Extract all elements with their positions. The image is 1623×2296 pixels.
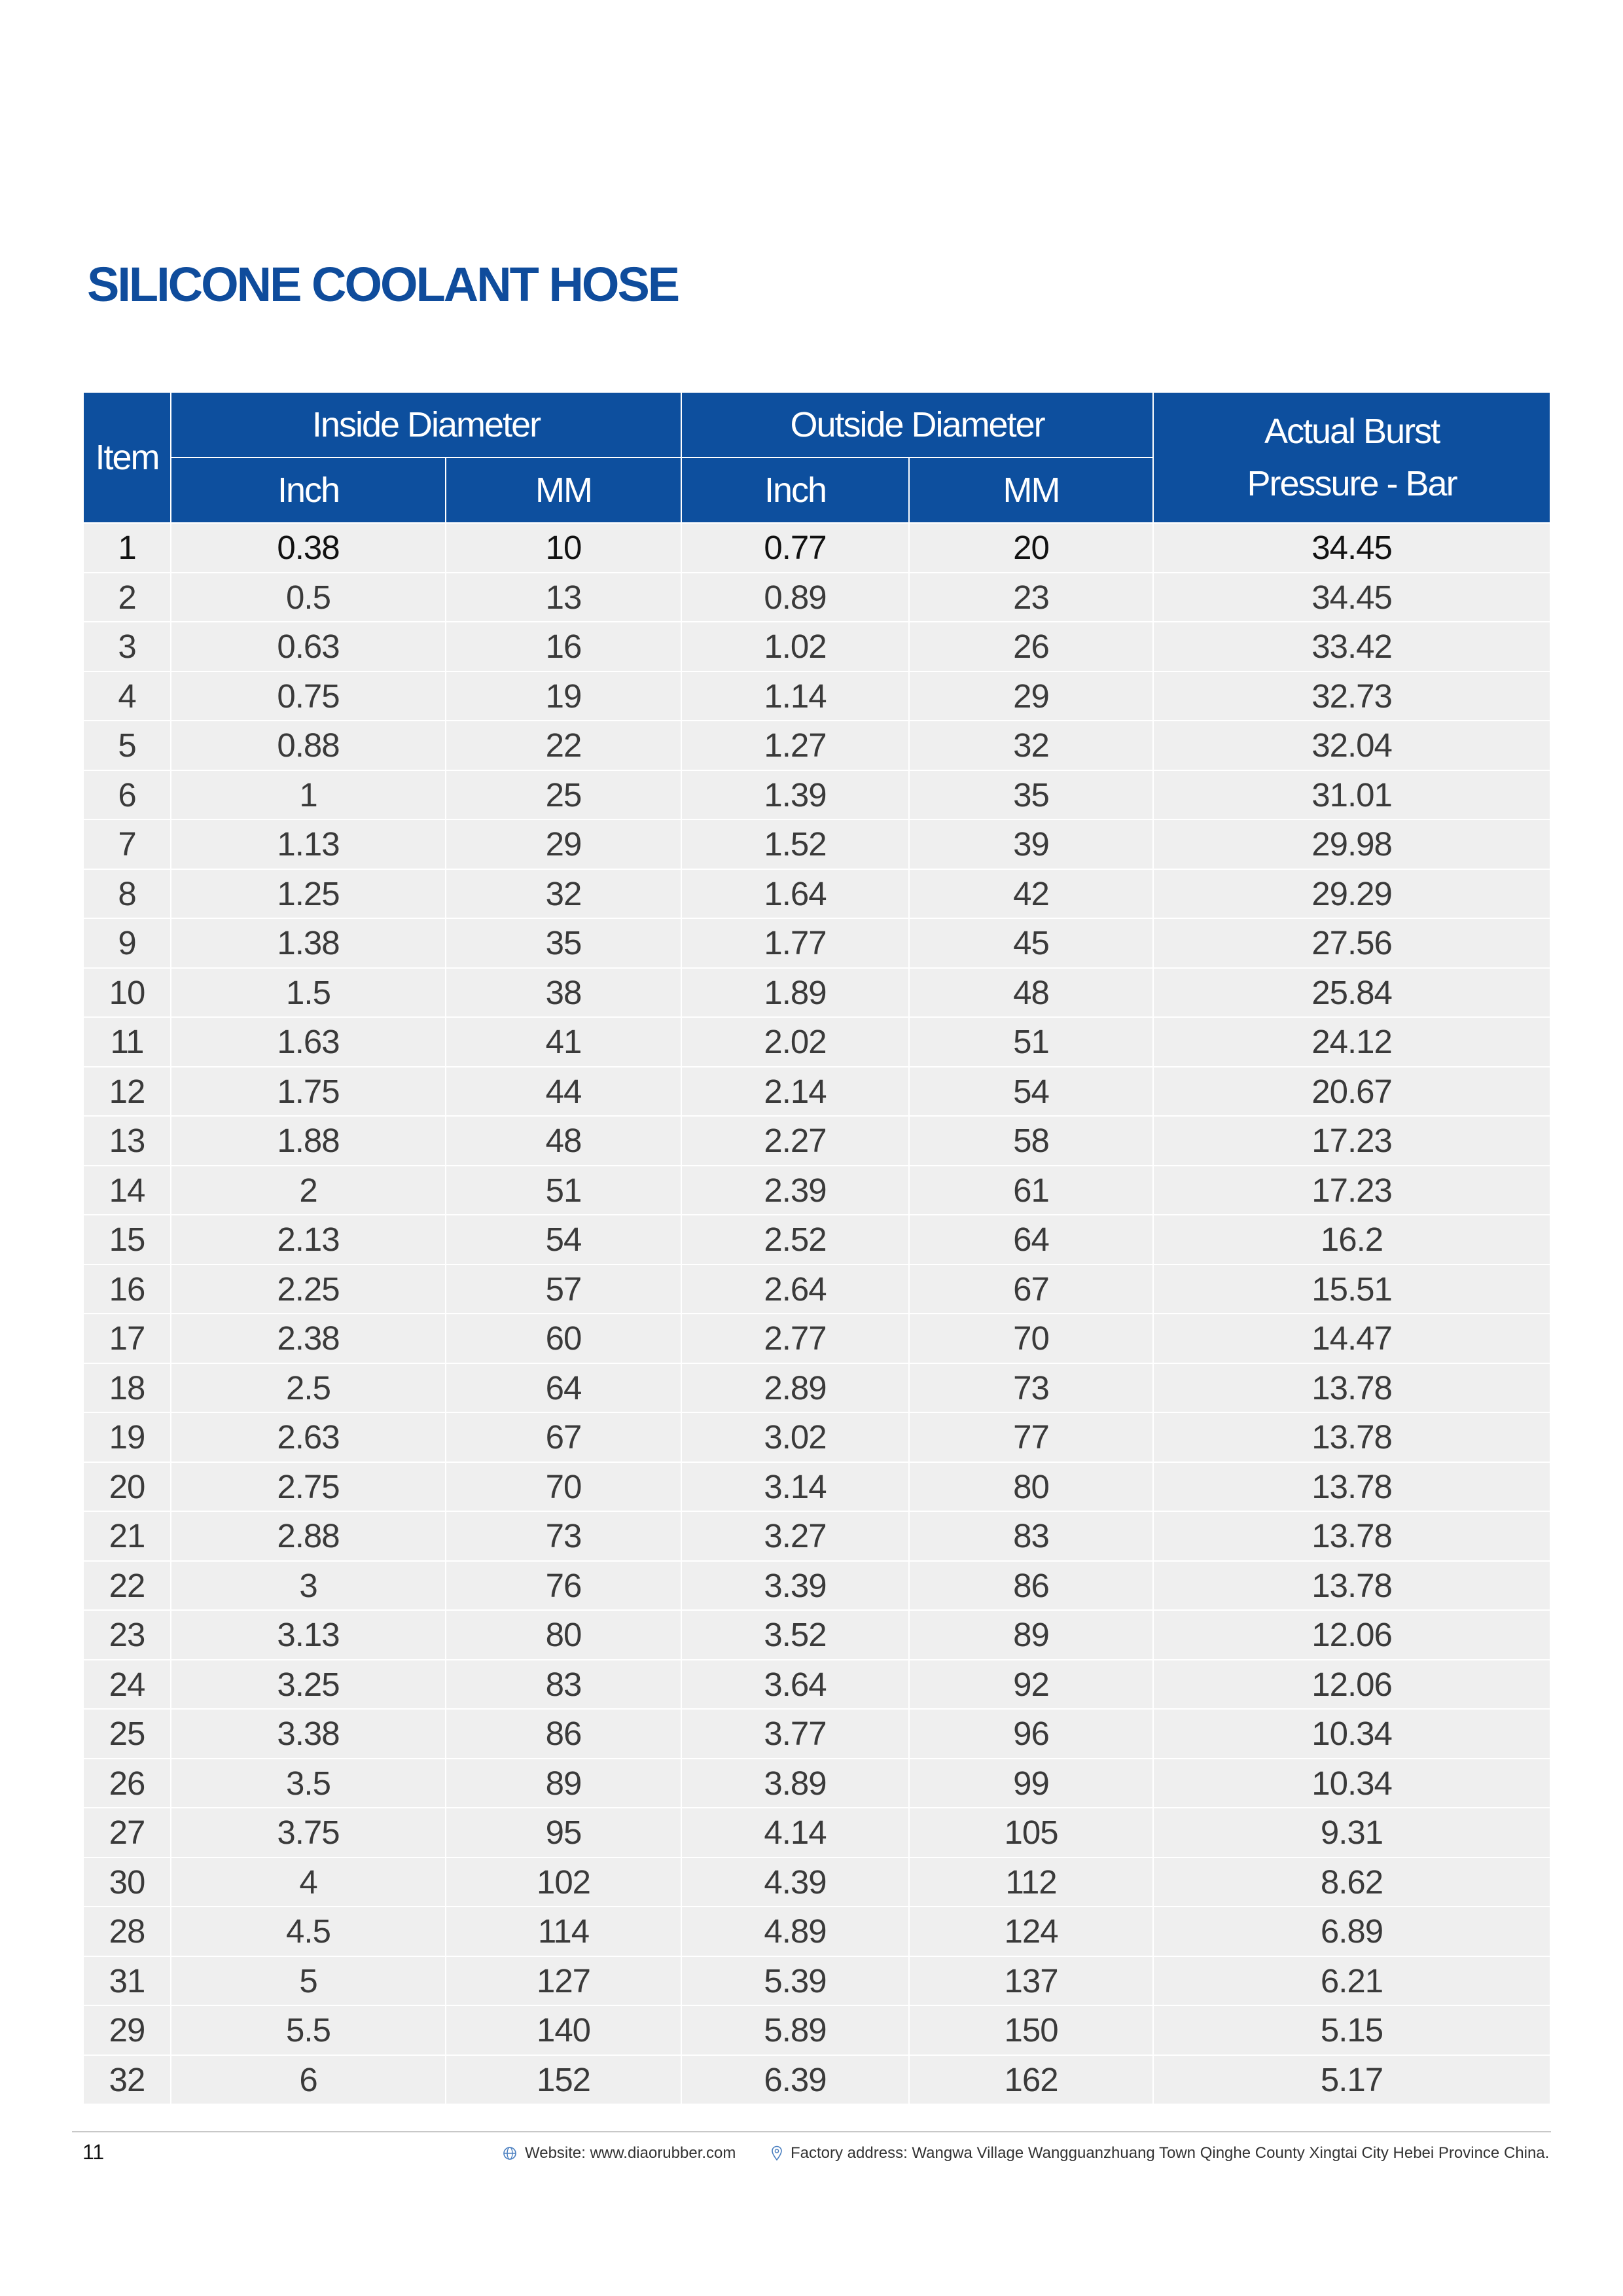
table-row <box>84 819 1550 869</box>
cell-outside-inch: 1.02 <box>681 622 909 672</box>
cell-inside-inch: 2.13 <box>171 1215 446 1265</box>
cell-item: 21 <box>84 1511 171 1561</box>
cell-burst-pressure: 12.06 <box>1153 1660 1550 1710</box>
cell-outside-inch: 4.14 <box>681 1808 909 1857</box>
cell-item: 32 <box>84 2055 171 2105</box>
cell-inside-inch: 1.5 <box>171 968 446 1018</box>
cell-item: 10 <box>84 968 171 1018</box>
cell-inside-inch: 2.88 <box>171 1511 446 1561</box>
cell-item: 7 <box>84 819 171 869</box>
table-row <box>84 721 1550 770</box>
cell-outside-mm: 105 <box>909 1808 1153 1857</box>
cell-burst-pressure: 6.21 <box>1153 1956 1550 2006</box>
cell-outside-inch: 1.52 <box>681 819 909 869</box>
cell-item: 2 <box>84 573 171 622</box>
table-row <box>84 1956 1550 2006</box>
cell-inside-mm: 48 <box>446 1116 681 1166</box>
header-burst-line2: Pressure - Bar <box>1247 464 1457 503</box>
cell-inside-mm: 127 <box>446 1956 681 2006</box>
table-row <box>84 1610 1550 1660</box>
header-burst-line1: Actual Burst <box>1264 412 1440 451</box>
table-row <box>84 1907 1550 1956</box>
header-inside-diameter: Inside Diameter <box>171 393 681 457</box>
header-item: Item <box>84 393 171 523</box>
cell-outside-inch: 1.39 <box>681 770 909 820</box>
cell-item: 27 <box>84 1808 171 1857</box>
cell-outside-inch: 2.64 <box>681 1265 909 1314</box>
cell-burst-pressure: 5.17 <box>1153 2055 1550 2105</box>
cell-inside-mm: 29 <box>446 819 681 869</box>
cell-outside-inch: 1.89 <box>681 968 909 1018</box>
cell-outside-inch: 4.89 <box>681 1907 909 1956</box>
cell-outside-mm: 99 <box>909 1759 1153 1808</box>
table-row <box>84 1412 1550 1462</box>
cell-outside-mm: 112 <box>909 1857 1153 1907</box>
cell-outside-inch: 6.39 <box>681 2055 909 2105</box>
table-row <box>84 573 1550 622</box>
cell-outside-inch: 5.39 <box>681 1956 909 2006</box>
cell-item: 4 <box>84 672 171 721</box>
cell-outside-mm: 89 <box>909 1610 1153 1660</box>
cell-outside-mm: 45 <box>909 918 1153 968</box>
table-row <box>84 1759 1550 1808</box>
header-outside-diameter: Outside Diameter <box>681 393 1153 457</box>
cell-outside-inch: 1.14 <box>681 672 909 721</box>
cell-outside-inch: 3.64 <box>681 1660 909 1710</box>
cell-outside-inch: 3.52 <box>681 1610 909 1660</box>
cell-inside-inch: 1.13 <box>171 819 446 869</box>
cell-outside-inch: 2.89 <box>681 1363 909 1413</box>
cell-burst-pressure: 13.78 <box>1153 1412 1550 1462</box>
table-row <box>84 1314 1550 1363</box>
address-text: Factory address: Wangwa Village Wangguanzhuang Town Qinghe County Xingtai City Hebei Province China. <box>791 2144 1550 2162</box>
cell-inside-inch: 5 <box>171 1956 446 2006</box>
cell-burst-pressure: 17.23 <box>1153 1166 1550 1215</box>
cell-inside-mm: 67 <box>446 1412 681 1462</box>
cell-inside-mm: 70 <box>446 1462 681 1512</box>
cell-inside-mm: 51 <box>446 1166 681 1215</box>
cell-outside-mm: 42 <box>909 869 1153 919</box>
cell-outside-inch: 3.02 <box>681 1412 909 1462</box>
table-row <box>84 770 1550 820</box>
cell-outside-mm: 67 <box>909 1265 1153 1314</box>
cell-outside-inch: 2.02 <box>681 1017 909 1067</box>
cell-item: 8 <box>84 869 171 919</box>
cell-burst-pressure: 25.84 <box>1153 968 1550 1018</box>
table-row <box>84 1511 1550 1561</box>
cell-inside-inch: 1.88 <box>171 1116 446 1166</box>
cell-outside-mm: 92 <box>909 1660 1153 1710</box>
header-inside-mm: MM <box>446 457 681 523</box>
cell-inside-mm: 152 <box>446 2055 681 2105</box>
cell-burst-pressure: 31.01 <box>1153 770 1550 820</box>
website-text: Website: www.diaorubber.com <box>525 2144 736 2162</box>
cell-inside-inch: 0.38 <box>171 523 446 573</box>
cell-burst-pressure: 33.42 <box>1153 622 1550 672</box>
cell-burst-pressure: 13.78 <box>1153 1561 1550 1611</box>
cell-outside-inch: 2.27 <box>681 1116 909 1166</box>
cell-item: 12 <box>84 1067 171 1117</box>
cell-outside-mm: 23 <box>909 573 1153 622</box>
header-outside-mm: MM <box>909 457 1153 523</box>
table-row <box>84 1067 1550 1117</box>
cell-outside-inch: 1.27 <box>681 721 909 770</box>
cell-inside-inch: 3.5 <box>171 1759 446 1808</box>
cell-burst-pressure: 32.73 <box>1153 672 1550 721</box>
cell-inside-inch: 4.5 <box>171 1907 446 1956</box>
cell-inside-inch: 2.63 <box>171 1412 446 1462</box>
cell-outside-mm: 70 <box>909 1314 1153 1363</box>
cell-item: 29 <box>84 2005 171 2055</box>
header-inside-inch: Inch <box>171 457 446 523</box>
header-outside-inch: Inch <box>681 457 909 523</box>
cell-item: 3 <box>84 622 171 672</box>
table-row <box>84 2055 1550 2105</box>
table-row <box>84 1660 1550 1710</box>
cell-inside-inch: 1.38 <box>171 918 446 968</box>
cell-burst-pressure: 29.98 <box>1153 819 1550 869</box>
cell-item: 9 <box>84 918 171 968</box>
cell-inside-inch: 6 <box>171 2055 446 2105</box>
cell-outside-mm: 26 <box>909 622 1153 672</box>
cell-item: 19 <box>84 1412 171 1462</box>
cell-item: 17 <box>84 1314 171 1363</box>
cell-inside-mm: 80 <box>446 1610 681 1660</box>
cell-burst-pressure: 17.23 <box>1153 1116 1550 1166</box>
cell-outside-mm: 137 <box>909 1956 1153 2006</box>
cell-burst-pressure: 5.15 <box>1153 2005 1550 2055</box>
cell-inside-mm: 35 <box>446 918 681 968</box>
cell-outside-mm: 20 <box>909 523 1153 573</box>
cell-outside-inch: 3.27 <box>681 1511 909 1561</box>
cell-inside-mm: 86 <box>446 1709 681 1759</box>
cell-burst-pressure: 13.78 <box>1153 1511 1550 1561</box>
page-number: 11 <box>82 2140 105 2164</box>
cell-inside-inch: 4 <box>171 1857 446 1907</box>
cell-outside-inch: 5.89 <box>681 2005 909 2055</box>
cell-inside-mm: 73 <box>446 1511 681 1561</box>
cell-item: 18 <box>84 1363 171 1413</box>
cell-outside-mm: 54 <box>909 1067 1153 1117</box>
cell-item: 16 <box>84 1265 171 1314</box>
cell-outside-mm: 150 <box>909 2005 1153 2055</box>
cell-inside-mm: 64 <box>446 1363 681 1413</box>
cell-outside-mm: 83 <box>909 1511 1153 1561</box>
cell-outside-mm: 51 <box>909 1017 1153 1067</box>
cell-outside-mm: 80 <box>909 1462 1153 1512</box>
footer-website[interactable] <box>503 2144 736 2162</box>
header-burst-pressure <box>1153 393 1550 523</box>
cell-inside-inch: 2.38 <box>171 1314 446 1363</box>
table-row <box>84 918 1550 968</box>
cell-inside-inch: 1.63 <box>171 1017 446 1067</box>
table-row <box>84 2005 1550 2055</box>
cell-outside-inch: 3.89 <box>681 1759 909 1808</box>
cell-outside-inch: 2.39 <box>681 1166 909 1215</box>
cell-outside-mm: 96 <box>909 1709 1153 1759</box>
cell-outside-mm: 124 <box>909 1907 1153 1956</box>
cell-inside-inch: 3.38 <box>171 1709 446 1759</box>
table-row <box>84 1857 1550 1907</box>
cell-inside-mm: 16 <box>446 622 681 672</box>
cell-burst-pressure: 34.45 <box>1153 573 1550 622</box>
cell-burst-pressure: 24.12 <box>1153 1017 1550 1067</box>
cell-inside-mm: 140 <box>446 2005 681 2055</box>
cell-burst-pressure: 10.34 <box>1153 1759 1550 1808</box>
cell-inside-inch: 0.63 <box>171 622 446 672</box>
cell-burst-pressure: 16.2 <box>1153 1215 1550 1265</box>
cell-item: 1 <box>84 523 171 573</box>
table-row <box>84 968 1550 1018</box>
table-row <box>84 1462 1550 1512</box>
cell-inside-mm: 114 <box>446 1907 681 1956</box>
page-title: SILICONE COOLANT HOSE <box>87 257 679 312</box>
cell-outside-inch: 2.52 <box>681 1215 909 1265</box>
cell-item: 28 <box>84 1907 171 1956</box>
cell-item: 15 <box>84 1215 171 1265</box>
cell-outside-inch: 1.77 <box>681 918 909 968</box>
table-row <box>84 869 1550 919</box>
table-row <box>84 1116 1550 1166</box>
cell-inside-mm: 76 <box>446 1561 681 1611</box>
cell-burst-pressure: 14.47 <box>1153 1314 1550 1363</box>
cell-burst-pressure: 34.45 <box>1153 523 1550 573</box>
cell-item: 30 <box>84 1857 171 1907</box>
cell-inside-inch: 3 <box>171 1561 446 1611</box>
cell-inside-mm: 44 <box>446 1067 681 1117</box>
cell-inside-inch: 0.75 <box>171 672 446 721</box>
cell-burst-pressure: 8.62 <box>1153 1857 1550 1907</box>
cell-outside-mm: 58 <box>909 1116 1153 1166</box>
cell-inside-inch: 0.5 <box>171 573 446 622</box>
cell-inside-mm: 41 <box>446 1017 681 1067</box>
cell-burst-pressure: 32.04 <box>1153 721 1550 770</box>
cell-inside-inch: 0.88 <box>171 721 446 770</box>
table-row <box>84 672 1550 721</box>
table-row <box>84 1561 1550 1611</box>
cell-burst-pressure: 13.78 <box>1153 1462 1550 1512</box>
footer-address <box>771 2144 1549 2162</box>
table-row <box>84 1166 1550 1215</box>
cell-inside-inch: 1.25 <box>171 869 446 919</box>
cell-burst-pressure: 12.06 <box>1153 1610 1550 1660</box>
cell-outside-inch: 0.89 <box>681 573 909 622</box>
location-pin-icon <box>771 2145 783 2161</box>
cell-item: 13 <box>84 1116 171 1166</box>
cell-inside-inch: 3.25 <box>171 1660 446 1710</box>
cell-item: 5 <box>84 721 171 770</box>
cell-inside-mm: 38 <box>446 968 681 1018</box>
cell-inside-mm: 54 <box>446 1215 681 1265</box>
cell-inside-inch: 1 <box>171 770 446 820</box>
cell-item: 22 <box>84 1561 171 1611</box>
cell-item: 31 <box>84 1956 171 2006</box>
cell-inside-inch: 5.5 <box>171 2005 446 2055</box>
cell-inside-mm: 102 <box>446 1857 681 1907</box>
globe-icon <box>503 2146 517 2161</box>
cell-outside-mm: 73 <box>909 1363 1153 1413</box>
cell-inside-mm: 13 <box>446 573 681 622</box>
cell-item: 6 <box>84 770 171 820</box>
cell-burst-pressure: 15.51 <box>1153 1265 1550 1314</box>
cell-item: 14 <box>84 1166 171 1215</box>
cell-outside-mm: 48 <box>909 968 1153 1018</box>
cell-burst-pressure: 29.29 <box>1153 869 1550 919</box>
cell-burst-pressure: 13.78 <box>1153 1363 1550 1413</box>
cell-burst-pressure: 20.67 <box>1153 1067 1550 1117</box>
cell-inside-mm: 32 <box>446 869 681 919</box>
table-row <box>84 1808 1550 1857</box>
cell-item: 11 <box>84 1017 171 1067</box>
table-row <box>84 1709 1550 1759</box>
cell-outside-mm: 61 <box>909 1166 1153 1215</box>
cell-item: 25 <box>84 1709 171 1759</box>
cell-outside-inch: 2.14 <box>681 1067 909 1117</box>
table-row <box>84 523 1550 573</box>
cell-inside-mm: 89 <box>446 1759 681 1808</box>
cell-inside-inch: 3.75 <box>171 1808 446 1857</box>
cell-burst-pressure: 27.56 <box>1153 918 1550 968</box>
cell-inside-mm: 25 <box>446 770 681 820</box>
cell-outside-inch: 1.64 <box>681 869 909 919</box>
cell-inside-inch: 3.13 <box>171 1610 446 1660</box>
cell-inside-mm: 95 <box>446 1808 681 1857</box>
cell-outside-inch: 0.77 <box>681 523 909 573</box>
table-row <box>84 1017 1550 1067</box>
cell-inside-inch: 2.5 <box>171 1363 446 1413</box>
cell-outside-mm: 64 <box>909 1215 1153 1265</box>
table-row <box>84 622 1550 672</box>
cell-inside-inch: 2.75 <box>171 1462 446 1512</box>
cell-inside-inch: 2.25 <box>171 1265 446 1314</box>
cell-inside-mm: 60 <box>446 1314 681 1363</box>
cell-inside-mm: 22 <box>446 721 681 770</box>
table-row <box>84 1215 1550 1265</box>
cell-item: 23 <box>84 1610 171 1660</box>
cell-burst-pressure: 9.31 <box>1153 1808 1550 1857</box>
table-body <box>84 523 1550 2104</box>
cell-outside-inch: 3.14 <box>681 1462 909 1512</box>
cell-burst-pressure: 6.89 <box>1153 1907 1550 1956</box>
table-row <box>84 1363 1550 1413</box>
hose-spec-table <box>84 393 1550 2105</box>
cell-inside-mm: 19 <box>446 672 681 721</box>
cell-inside-mm: 10 <box>446 523 681 573</box>
cell-inside-mm: 57 <box>446 1265 681 1314</box>
table-row <box>84 1265 1550 1314</box>
cell-outside-inch: 3.77 <box>681 1709 909 1759</box>
cell-inside-inch: 1.75 <box>171 1067 446 1117</box>
cell-item: 24 <box>84 1660 171 1710</box>
cell-outside-inch: 2.77 <box>681 1314 909 1363</box>
cell-outside-mm: 86 <box>909 1561 1153 1611</box>
cell-inside-inch: 2 <box>171 1166 446 1215</box>
cell-burst-pressure: 10.34 <box>1153 1709 1550 1759</box>
cell-item: 20 <box>84 1462 171 1512</box>
cell-outside-inch: 4.39 <box>681 1857 909 1907</box>
cell-outside-mm: 35 <box>909 770 1153 820</box>
cell-outside-mm: 29 <box>909 672 1153 721</box>
cell-outside-mm: 32 <box>909 721 1153 770</box>
cell-outside-inch: 3.39 <box>681 1561 909 1611</box>
cell-outside-mm: 39 <box>909 819 1153 869</box>
cell-inside-mm: 83 <box>446 1660 681 1710</box>
cell-outside-mm: 77 <box>909 1412 1153 1462</box>
footer-divider <box>72 2131 1551 2132</box>
cell-outside-mm: 162 <box>909 2055 1153 2105</box>
cell-item: 26 <box>84 1759 171 1808</box>
